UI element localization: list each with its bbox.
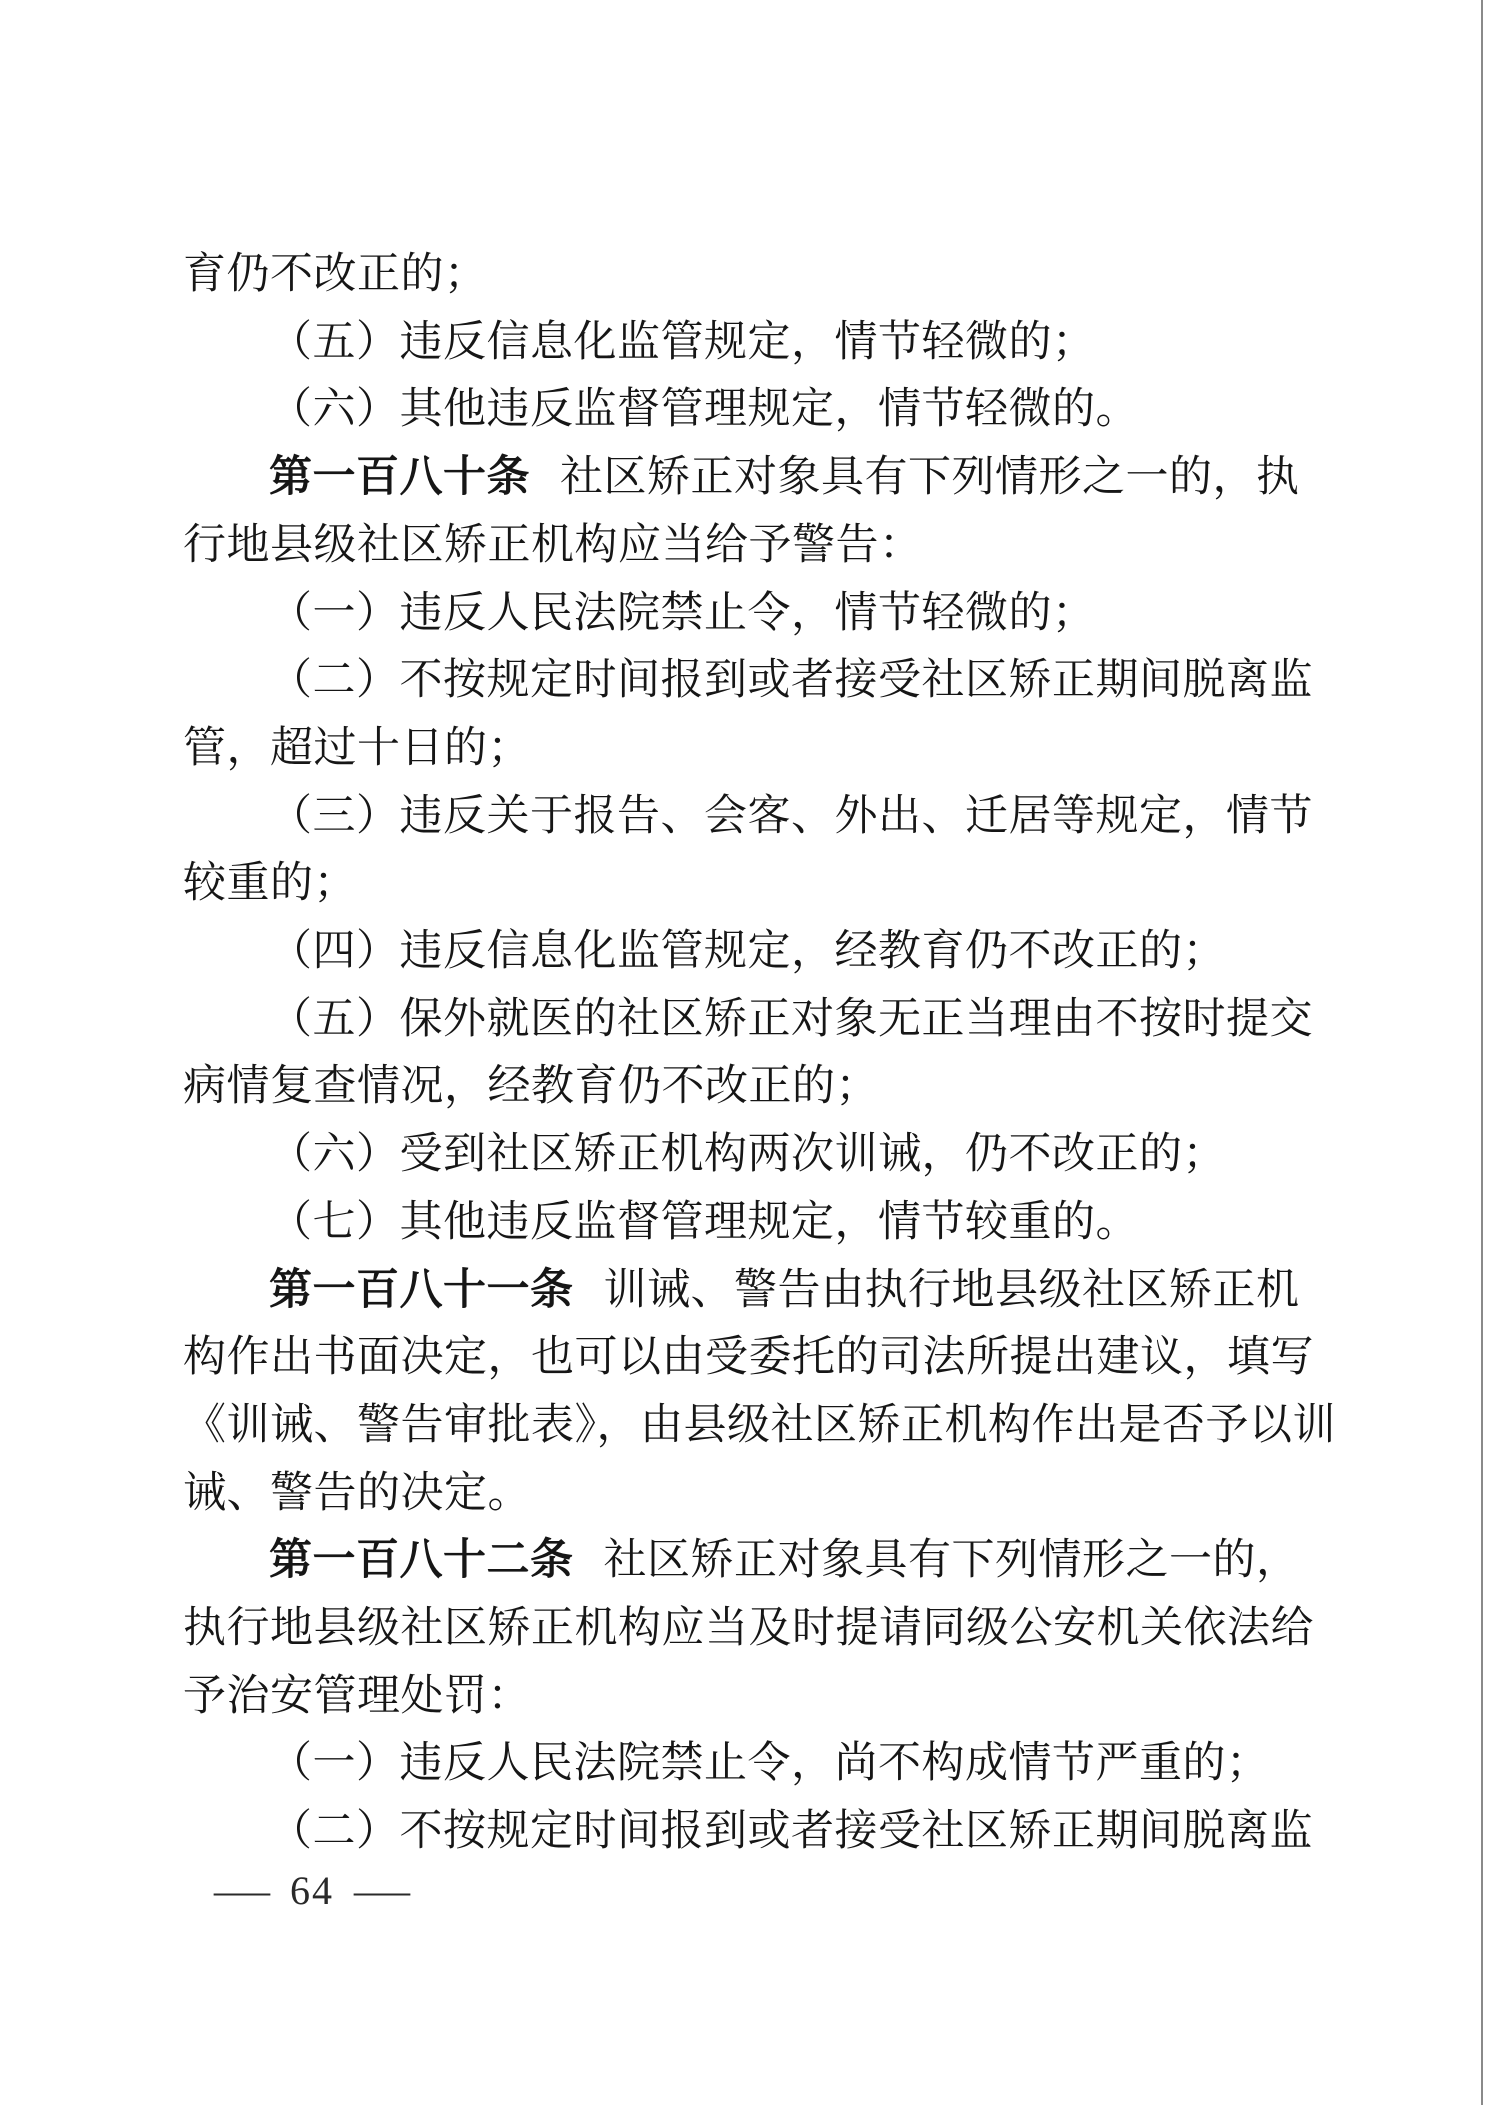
- footer-left-dash: —: [214, 1868, 270, 1913]
- body-line: （一）违反人民法院禁止令，尚不构成情节严重的；: [269, 1740, 1270, 1788]
- article-text: 社区矫正对象具有下列情形之一的，: [603, 1537, 1300, 1585]
- body-line: （六）其他违反监督管理规定，情节轻微的。: [269, 386, 1139, 434]
- body-line: （三）违反关于报告、会客、外出、迁居等规定，情节: [269, 792, 1313, 840]
- body-line: 病情复查情况，经教育仍不改正的；: [183, 1063, 879, 1111]
- body-line: （四）违反信息化监管规定，经教育仍不改正的；: [269, 928, 1226, 976]
- body-line: （五）违反信息化监管规定，情节轻微的；: [269, 318, 1096, 366]
- article-heading: 第一百八十一条: [269, 1265, 574, 1314]
- body-line: （七）其他违反监督管理规定，情节较重的。: [269, 1198, 1139, 1246]
- body-line: （一）违反人民法院禁止令，情节轻微的；: [269, 589, 1096, 637]
- body-line: （二）不按规定时间报到或者接受社区矫正期间脱离监: [269, 1808, 1313, 1856]
- body-line: 行地县级社区矫正机构应当给予警告：: [183, 521, 923, 569]
- page-number: 64: [290, 1868, 334, 1913]
- body-line: 予治安管理处罚：: [183, 1672, 531, 1720]
- body-line: （六）受到社区矫正机构两次训诫，仍不改正的；: [269, 1131, 1226, 1179]
- document-text-block: [183, 241, 1336, 1866]
- article-heading: 第一百八十条: [269, 453, 530, 502]
- footer-right-dash: —: [354, 1868, 410, 1913]
- body-line: 《训诫、警告审批表》，由县级社区矫正机构作出是否予以训: [183, 1401, 1336, 1449]
- article-line: [183, 444, 1308, 512]
- body-line: 育仍不改正的；: [183, 251, 488, 298]
- body-line: 构作出书面决定，也可以由受委托的司法所提出建议，填写: [183, 1334, 1314, 1382]
- article-heading: 第一百八十二条: [269, 1536, 574, 1585]
- body-line: 较重的；: [183, 860, 357, 908]
- article-line: [183, 1527, 1308, 1595]
- scan-edge-line: [1481, 0, 1483, 2105]
- body-line: （二）不按规定时间报到或者接受社区矫正期间脱离监: [269, 657, 1313, 705]
- page-footer: [214, 1868, 410, 1913]
- body-line: 管，超过十日的；: [183, 724, 531, 772]
- body-line: 执行地县级社区矫正机构应当及时提请同级公安机关依法给: [183, 1605, 1314, 1653]
- article-text: 训诫、警告由执行地县级社区矫正机: [603, 1266, 1300, 1314]
- article-line: [183, 1257, 1308, 1325]
- body-line: 诫、警告的决定。: [183, 1469, 531, 1517]
- body-line: （五）保外就医的社区矫正对象无正当理由不按时提交: [269, 995, 1313, 1043]
- article-text: 社区矫正对象具有下列情形之一的，执: [560, 454, 1300, 502]
